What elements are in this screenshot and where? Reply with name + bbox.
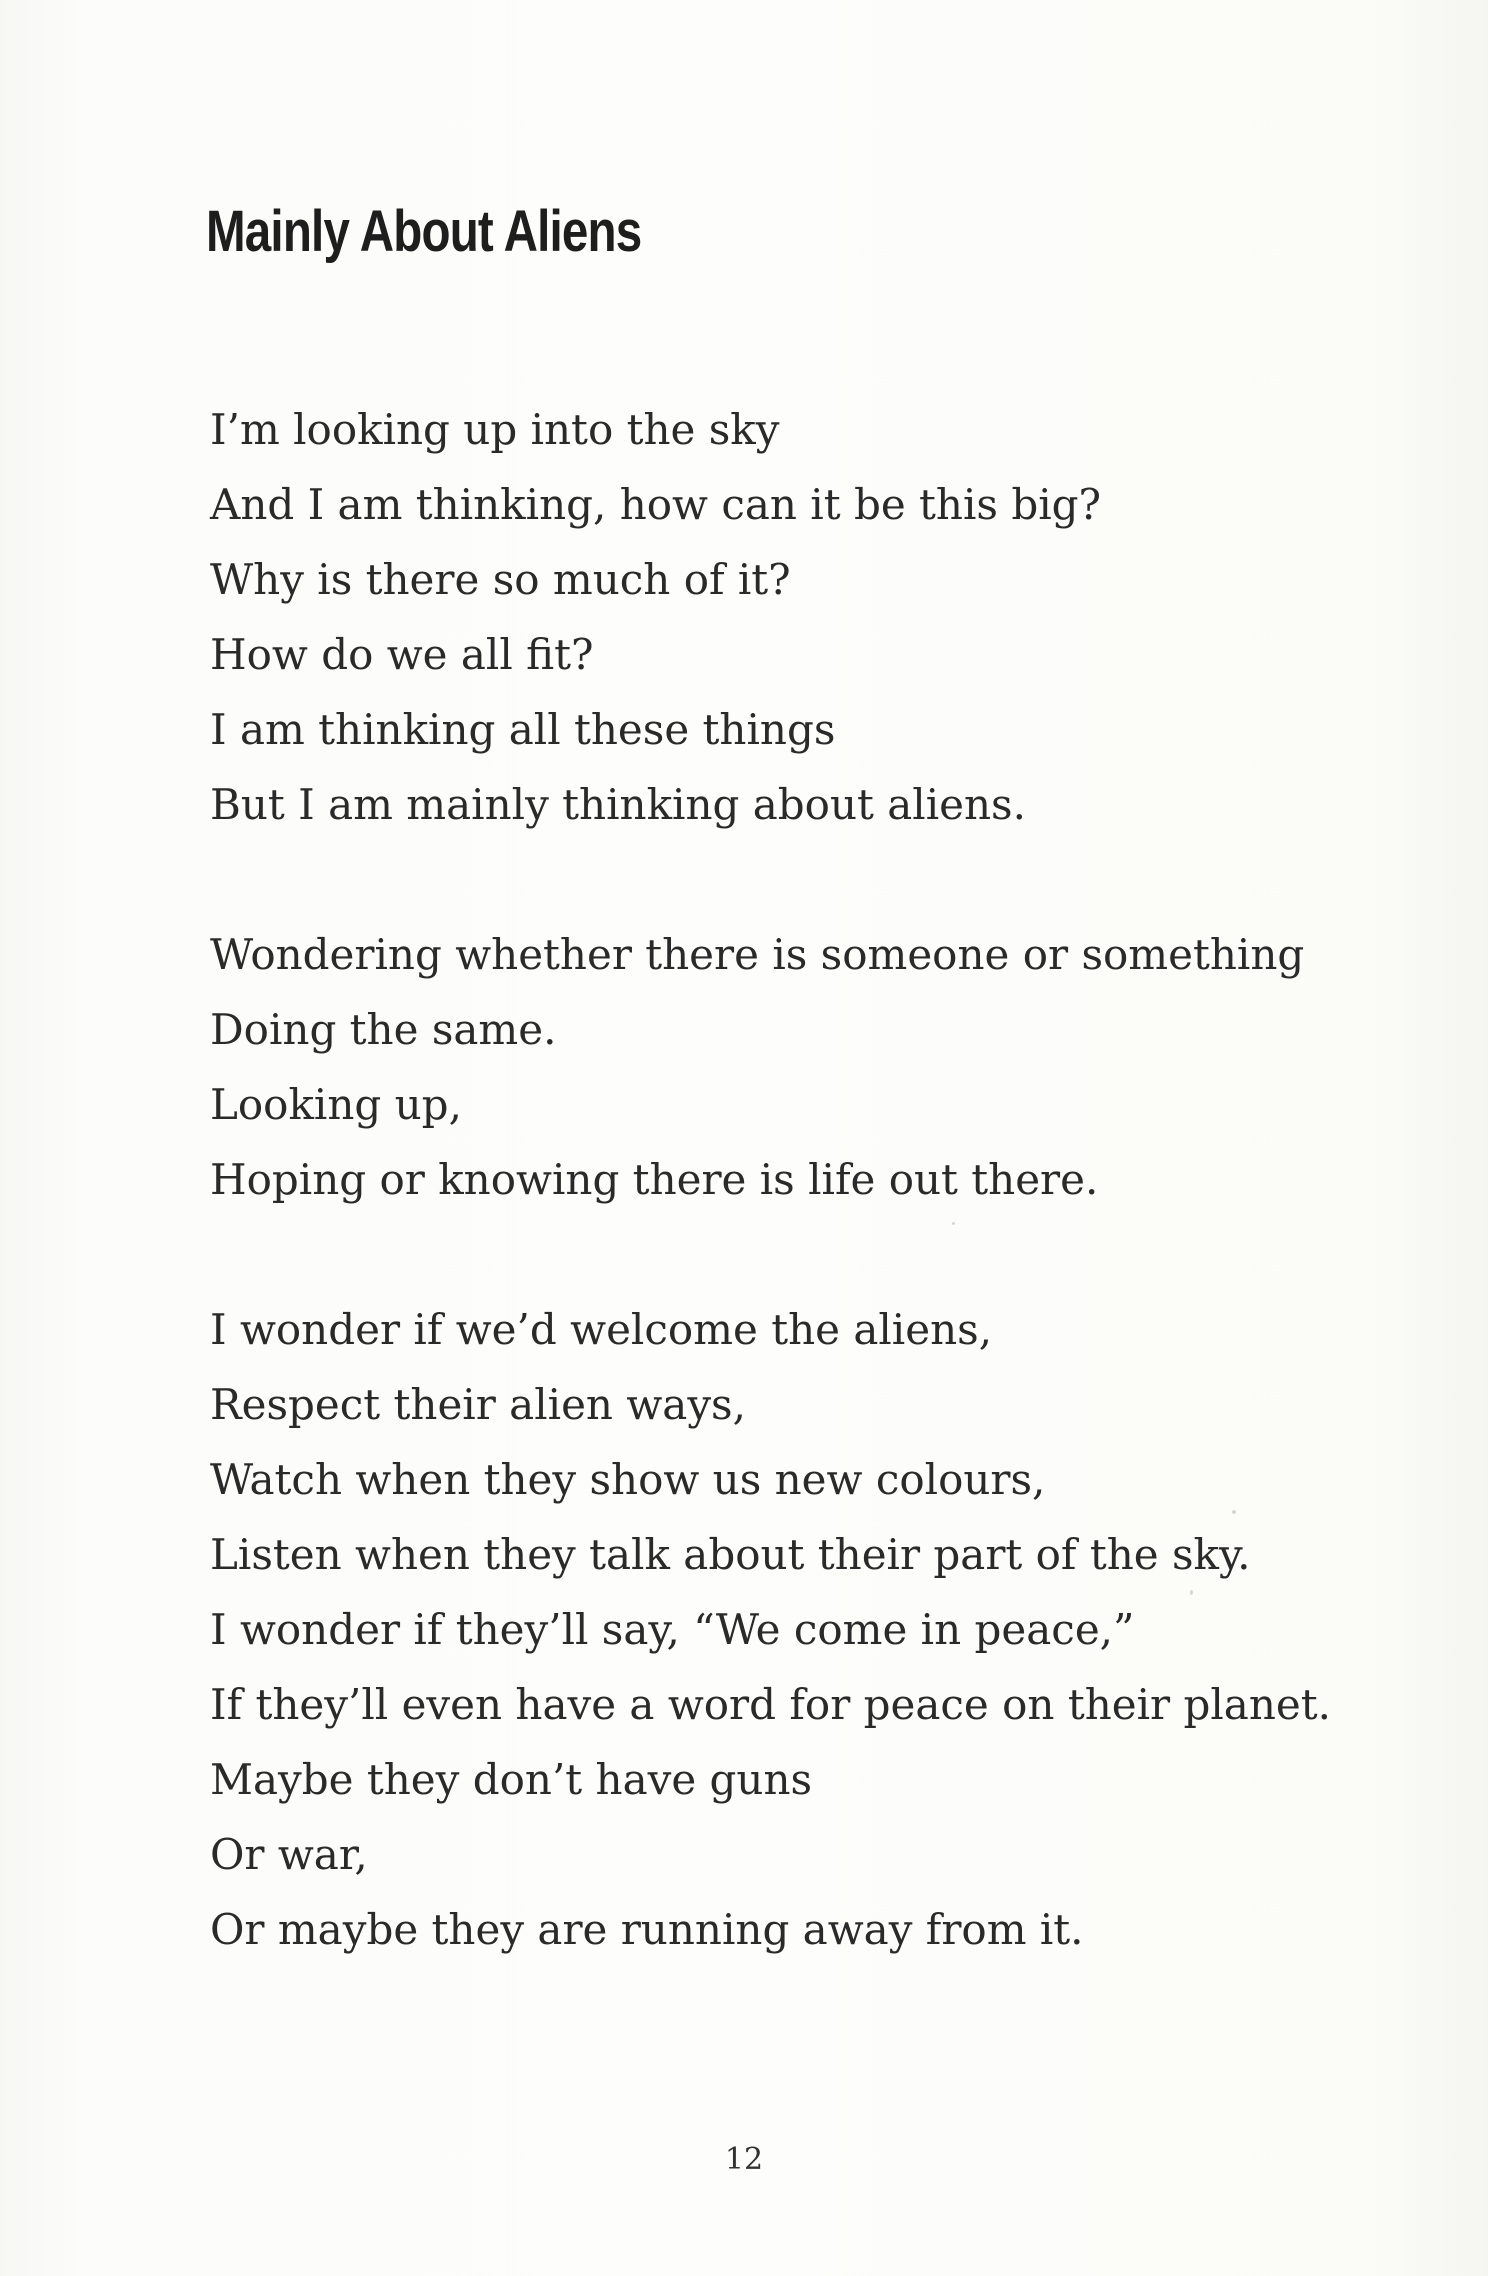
- page-number: 12: [724, 2142, 764, 2177]
- paper-speck: [952, 1222, 955, 1225]
- poem-line: Listen when they talk about their part of the sky.: [210, 1530, 1251, 1579]
- poem-line: I am thinking all these things: [210, 705, 836, 754]
- poem-body: [210, 392, 1410, 1967]
- poem-line: I’m looking up into the sky: [210, 405, 780, 454]
- paper-speck: [1190, 1590, 1193, 1595]
- poem-line: I wonder if they’ll say, “We come in peace,”: [210, 1605, 1135, 1654]
- poem-line: If they’ll even have a word for peace on their planet.: [210, 1680, 1331, 1729]
- stanza-3: [210, 1292, 1410, 1967]
- poem-line: I wonder if we’d welcome the aliens,: [210, 1305, 993, 1354]
- poem-line: Maybe they don’t have guns: [210, 1755, 813, 1804]
- poem-line: But I am mainly thinking about aliens.: [210, 780, 1026, 829]
- poem-line: Looking up,: [210, 1080, 462, 1129]
- paper-speck: [1232, 1510, 1236, 1514]
- stanza-1: [210, 392, 1410, 842]
- stanza-2: [210, 917, 1410, 1217]
- poem-line: And I am thinking, how can it be this big?: [210, 480, 1102, 529]
- poem-line: Hoping or knowing there is life out there.: [210, 1155, 1099, 1204]
- poem-line: Or maybe they are running away from it.: [210, 1905, 1084, 1954]
- poem-title: Mainly About Aliens: [206, 199, 642, 264]
- poem-line: Why is there so much of it?: [210, 555, 791, 604]
- poem-line: How do we all fit?: [210, 630, 594, 679]
- poem-line: Watch when they show us new colours,: [210, 1455, 1046, 1504]
- poem-line: Doing the same.: [210, 1005, 557, 1054]
- poem-line: Or war,: [210, 1830, 368, 1879]
- poem-line: Respect their alien ways,: [210, 1380, 746, 1429]
- poem-line: Wondering whether there is someone or something: [210, 930, 1305, 979]
